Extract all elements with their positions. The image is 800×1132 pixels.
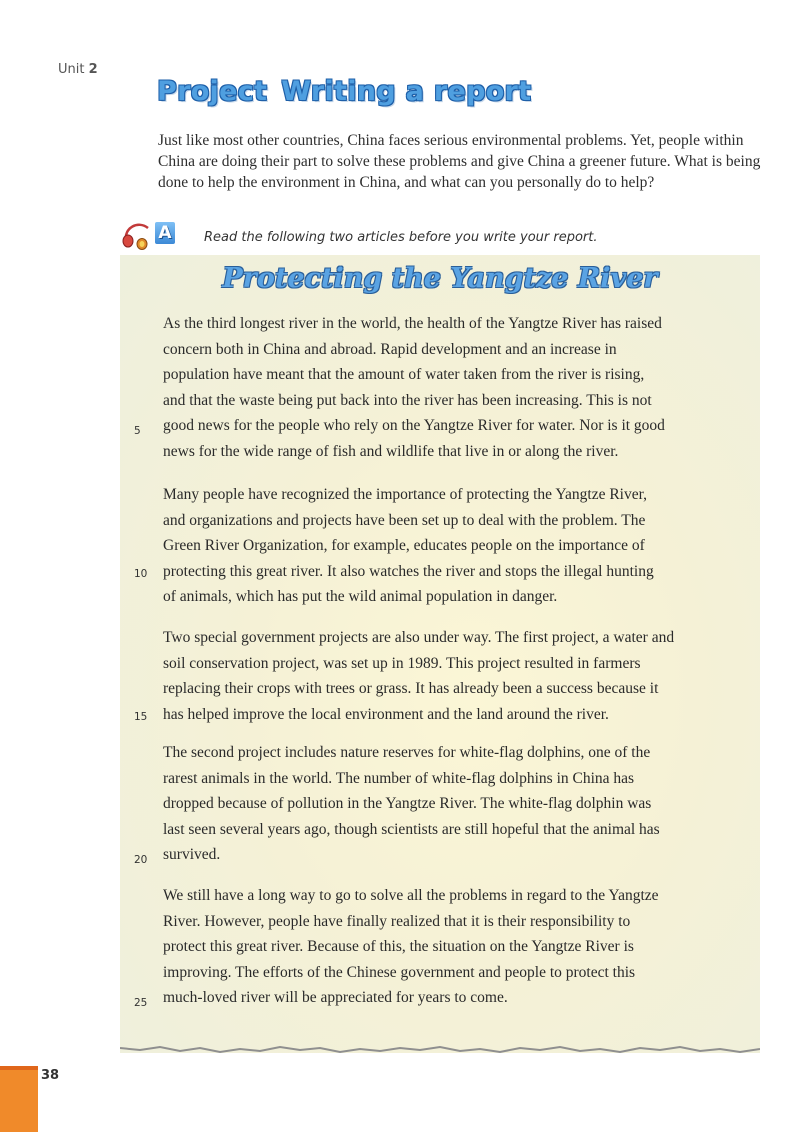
- activity-letter-badge: A: [155, 222, 175, 244]
- text-line: population have meant that the amount of water taken from the river is rising,: [163, 366, 645, 383]
- text-line: concern both in China and abroad. Rapid development and an increase in: [163, 340, 617, 358]
- article-title: Protecting the Yangtze River: [222, 263, 658, 294]
- title-writing-report: Writing a report: [281, 76, 532, 107]
- text-line: We still have a long way to go to solve all the problems in regard to the Yangtze: [163, 887, 659, 904]
- activity-instruction: Read the following two articles before you write your report.: [204, 230, 598, 245]
- text-line: good news for the people who rely on the Yangtze River for water. Nor is it good: [163, 417, 665, 434]
- text-line: much-loved river will be appreciated for years to come.: [163, 989, 508, 1006]
- line-number: 25: [134, 997, 148, 1009]
- page-number: 38: [41, 1068, 60, 1083]
- unit-label: [58, 62, 98, 77]
- text-line: last seen several years ago, though scientists are still hopeful that the animal has: [163, 820, 660, 838]
- text-line: Two special government projects are also under way. The first project, a water and: [163, 629, 675, 646]
- text-line: dropped because of pollution in the Yangtze River. The white-flag dolphin was: [163, 795, 652, 812]
- text-line: rarest animals in the world. The number of white-flag dolphins in China has: [163, 769, 635, 787]
- line-number: 10: [134, 568, 148, 580]
- article-paragraph-5: [163, 883, 745, 1011]
- text-line: and organizations and projects have been set up to deal with the problem. The: [163, 511, 646, 529]
- page-corner-bar-top: [0, 1066, 38, 1070]
- headphones-icon: [120, 220, 156, 250]
- page-corner-bar: [0, 1066, 38, 1132]
- text-line: soil conservation project, was set up in 1989. This project resulted in farmers: [163, 654, 641, 672]
- text-line: news for the wide range of fish and wildlife that live in or along the river.: [163, 442, 619, 460]
- torn-paper-edge: [120, 1040, 760, 1060]
- text-line: protecting this great river. It also watches the river and stops the illegal hunting: [163, 562, 654, 580]
- text-line: of animals, which has put the wild animal population in danger.: [163, 588, 558, 605]
- line-number: 20: [134, 854, 148, 866]
- text-line: and that the waste being put back into the river has been increasing. This is not: [163, 391, 652, 409]
- activity-row: [120, 220, 720, 250]
- line-number: 5: [134, 425, 141, 437]
- text-line: Green River Organization, for example, educates people on the importance of: [163, 537, 645, 554]
- title-project: Project: [157, 76, 268, 107]
- text-line: As the third longest river in the world, the health of the Yangtze River has raised: [163, 315, 662, 332]
- text-line: survived.: [163, 846, 221, 863]
- text-line: protect this great river. Because of this, the situation on the Yangtze River is: [163, 938, 634, 955]
- article-panel: [120, 255, 760, 1053]
- text-line: River. However, people have finally realized that it is their responsibility to: [163, 912, 631, 930]
- article-paragraph-4: [163, 740, 745, 868]
- text-line: The second project includes nature reserves for white-flag dolphins, one of the: [163, 744, 651, 761]
- article-paragraph-1: [163, 311, 745, 464]
- intro-paragraph: Just like most other countries, China faces serious environmental problems. Yet, people within China are doing their part to solve these problems and give China a greener future. What is being done to help the environment in China, and what can you personally do to help?: [158, 132, 761, 191]
- text-line: has helped improve the local environment and the land around the river.: [163, 705, 609, 723]
- page-title: [157, 76, 531, 107]
- text-line: improving. The efforts of the Chinese government and people to protect this: [163, 963, 636, 981]
- article-paragraph-2: [163, 482, 745, 610]
- unit-prefix: Unit: [58, 62, 85, 77]
- line-number: 15: [134, 711, 148, 723]
- text-line: Many people have recognized the importance of protecting the Yangtze River,: [163, 486, 648, 503]
- text-line: replacing their crops with trees or grass. It has already been a success because it: [163, 680, 659, 697]
- article-paragraph-3: [163, 625, 745, 727]
- unit-number: 2: [88, 62, 98, 77]
